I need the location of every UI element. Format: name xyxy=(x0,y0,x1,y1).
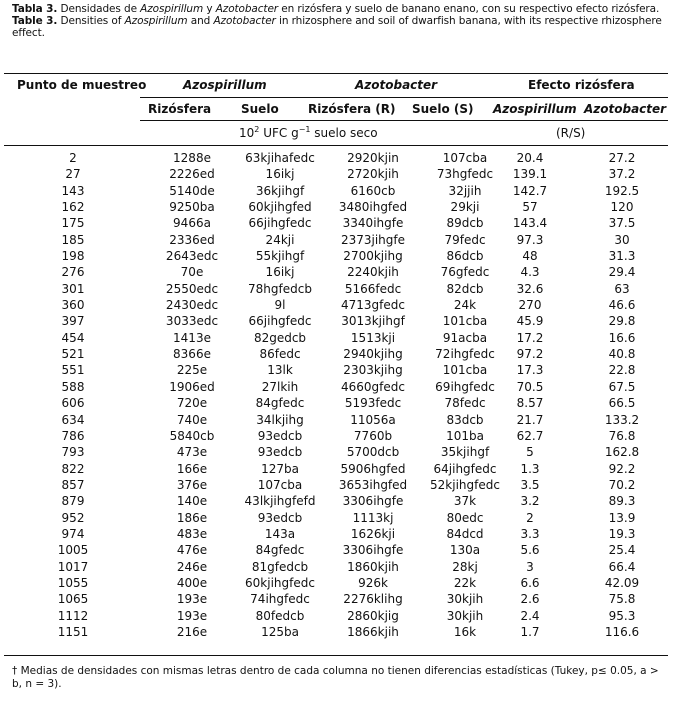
table-row xyxy=(0,183,674,199)
cell-azotobacter-rizosfera: 2720kjih xyxy=(347,167,399,182)
cell-sampling-point: 143 xyxy=(61,183,85,198)
cell-azospirillum-rizosfera: 8366e xyxy=(173,347,211,362)
cell-sampling-point: 551 xyxy=(61,363,85,378)
sub-cmidrule xyxy=(140,120,668,121)
cell-efecto-azotobacter: 40.8 xyxy=(608,347,636,362)
subheader-rizosfera: Rizósfera xyxy=(148,102,212,116)
cell-azotobacter-suelo: 69ihgfedc xyxy=(435,379,495,394)
cell-efecto-azospirillum: 17.3 xyxy=(516,363,544,378)
cell-azospirillum-rizosfera: 1413e xyxy=(173,330,211,345)
cell-azospirillum-rizosfera: 140e xyxy=(176,494,208,509)
cell-azotobacter-suelo: 130a xyxy=(449,543,481,558)
header-sampling-point: Punto de muestreo xyxy=(17,78,147,92)
cell-sampling-point: 1005 xyxy=(57,543,89,558)
cell-azotobacter-rizosfera: 1860kjih xyxy=(347,559,399,574)
cell-azotobacter-rizosfera: 3340ihgfe xyxy=(342,216,404,231)
cell-efecto-azotobacter: 63 xyxy=(614,281,630,296)
cell-azotobacter-suelo: 80edc xyxy=(446,510,484,525)
cell-azospirillum-rizosfera: 2430edc xyxy=(165,298,219,313)
table-row xyxy=(0,444,674,460)
units-label xyxy=(239,126,378,140)
cell-azospirillum-suelo: 16ikj xyxy=(265,167,295,182)
cell-efecto-azospirillum: 5 xyxy=(526,445,534,460)
cell-azospirillum-suelo: 143a xyxy=(264,526,296,541)
caption-text: y xyxy=(203,3,216,15)
cell-azospirillum-suelo: 80fedcb xyxy=(255,608,305,623)
cell-azotobacter-rizosfera: 2240kjih xyxy=(347,265,399,280)
cell-efecto-azospirillum: 4.3 xyxy=(520,265,540,280)
cell-azotobacter-suelo: 86dcb xyxy=(446,249,484,264)
cell-azotobacter-rizosfera: 3306ihgfe xyxy=(342,494,404,509)
cell-azospirillum-rizosfera: 476e xyxy=(176,543,208,558)
table-row xyxy=(0,477,674,493)
table-row xyxy=(0,166,674,182)
cell-sampling-point: 1065 xyxy=(57,592,89,607)
cell-azotobacter-suelo: 30kjih xyxy=(446,592,484,607)
cell-sampling-point: 786 xyxy=(61,428,85,443)
cell-azotobacter-rizosfera: 2920kjin xyxy=(347,151,399,165)
header-bottom-rule xyxy=(4,145,668,146)
caption-text: and xyxy=(187,15,214,28)
cell-sampling-point: 301 xyxy=(61,281,85,296)
cell-efecto-azotobacter: 25.4 xyxy=(608,543,636,558)
cell-azospirillum-suelo: 93edcb xyxy=(257,510,303,525)
cell-efecto-azotobacter: 192.5 xyxy=(604,183,640,198)
cell-efecto-azospirillum: 97.2 xyxy=(516,347,544,362)
table-row xyxy=(0,395,674,411)
cell-azotobacter-suelo: 52kjihgfedc xyxy=(430,477,500,492)
cell-efecto-azospirillum: 1.3 xyxy=(520,461,540,476)
cell-azospirillum-rizosfera: 216e xyxy=(176,624,208,639)
cell-azotobacter-suelo: 78fedc xyxy=(444,396,486,411)
cell-azospirillum-suelo: 93edcb xyxy=(257,445,303,460)
cell-azospirillum-rizosfera: 1906ed xyxy=(169,379,215,394)
subheader-suelo-s: Suelo (S) xyxy=(412,102,474,116)
cell-azospirillum-suelo: 93edcb xyxy=(257,428,303,443)
cell-efecto-azotobacter: 76.8 xyxy=(608,428,636,443)
cell-efecto-azotobacter: 120 xyxy=(610,200,634,215)
cell-azotobacter-suelo: 83dcb xyxy=(446,412,484,427)
table-row xyxy=(0,330,674,346)
cell-efecto-azotobacter: 22.8 xyxy=(608,363,636,378)
cell-azospirillum-suelo: 43lkjihgfefd xyxy=(244,494,316,509)
cell-azospirillum-rizosfera: 2336ed xyxy=(169,232,215,247)
cell-azotobacter-suelo: 101cba xyxy=(442,363,488,378)
cell-azospirillum-rizosfera: 246e xyxy=(176,559,208,574)
footnote: † Medias de densidades con mismas letras dentro de cada columna no tienen diferencias estadísticas (Tukey, p≤ 0.05, a > b, n = 3). xyxy=(12,665,659,690)
cell-sampling-point: 521 xyxy=(61,347,85,362)
cell-azotobacter-rizosfera: 1866kjih xyxy=(347,624,399,639)
ratio-label: (R/S) xyxy=(556,126,586,140)
cell-azotobacter-suelo: 22k xyxy=(453,575,477,590)
cell-sampling-point: 360 xyxy=(61,298,85,313)
cell-azotobacter-suelo: 79fedc xyxy=(444,232,486,247)
cell-azotobacter-rizosfera: 2303kjihg xyxy=(343,363,403,378)
cell-azotobacter-rizosfera: 1513kji xyxy=(350,330,396,345)
cell-azotobacter-suelo: 101ba xyxy=(446,428,484,443)
cell-azospirillum-rizosfera: 400e xyxy=(176,575,208,590)
subheader-rizosfera-r: Rizósfera (R) xyxy=(308,102,396,116)
table-row xyxy=(0,461,674,477)
cell-azotobacter-rizosfera: 3480ihgfed xyxy=(338,200,408,215)
cell-azospirillum-rizosfera: 473e xyxy=(176,445,208,460)
cell-sampling-point: 974 xyxy=(61,526,85,541)
cell-efecto-azospirillum: 143.4 xyxy=(512,216,548,231)
cell-azotobacter-rizosfera: 2276klihg xyxy=(343,592,403,607)
cell-azospirillum-rizosfera: 193e xyxy=(176,608,208,623)
cell-efecto-azotobacter: 37.5 xyxy=(608,216,636,231)
cell-azotobacter-rizosfera: 1113kj xyxy=(352,510,394,525)
cell-azospirillum-rizosfera: 225e xyxy=(176,363,208,378)
cell-azotobacter-suelo: 91acba xyxy=(442,330,488,345)
cell-azospirillum-suelo: 107cba xyxy=(257,477,303,492)
cell-sampling-point: 162 xyxy=(61,200,85,215)
cell-efecto-azotobacter: 70.2 xyxy=(608,477,636,492)
cell-azotobacter-rizosfera: 5193fedc xyxy=(344,396,402,411)
cell-efecto-azospirillum: 2.6 xyxy=(520,592,540,607)
cell-azotobacter-suelo: 89dcb xyxy=(446,216,484,231)
caption-text: en rizósfera y suelo de banano enano, con su respectivo efecto rizósfera. xyxy=(278,3,660,15)
cell-azotobacter-rizosfera: 5906hgfed xyxy=(340,461,406,476)
cell-azospirillum-suelo: 82gedcb xyxy=(253,330,307,345)
cell-efecto-azospirillum: 70.5 xyxy=(516,379,544,394)
cell-azotobacter-suelo: 29kji xyxy=(450,200,480,215)
table-row xyxy=(0,248,674,264)
cell-azotobacter-suelo: 28kj xyxy=(452,559,478,574)
cell-efecto-azotobacter: 16.6 xyxy=(608,330,636,345)
cell-azotobacter-suelo: 107cba xyxy=(442,151,488,165)
cell-azospirillum-suelo: 60kjihgfed xyxy=(248,200,312,215)
cell-azospirillum-rizosfera: 720e xyxy=(176,396,208,411)
cell-efecto-azotobacter: 29.4 xyxy=(608,265,636,280)
cell-azospirillum-rizosfera: 2550edc xyxy=(165,281,219,296)
cell-efecto-azotobacter: 19.3 xyxy=(608,526,636,541)
cell-efecto-azotobacter: 89.3 xyxy=(608,494,636,509)
cell-sampling-point: 822 xyxy=(61,461,85,476)
cell-azospirillum-suelo: 55kjihgf xyxy=(255,249,305,264)
cell-azospirillum-suelo: 27lkih xyxy=(261,379,299,394)
cell-azospirillum-rizosfera: 9466a xyxy=(173,216,211,231)
cell-azospirillum-suelo: 84gfedc xyxy=(255,543,305,558)
cell-azotobacter-rizosfera: 2940kjihg xyxy=(343,347,403,362)
cell-azospirillum-rizosfera: 1288e xyxy=(173,151,211,165)
cell-efecto-azotobacter: 29.8 xyxy=(608,314,636,329)
table-row xyxy=(0,362,674,378)
cell-sampling-point: 879 xyxy=(61,494,85,509)
cell-sampling-point: 857 xyxy=(61,477,85,492)
cell-azotobacter-suelo: 64jihgfedc xyxy=(433,461,497,476)
cell-azospirillum-suelo: 78hgfedcb xyxy=(248,281,312,296)
cell-efecto-azospirillum: 2 xyxy=(526,510,534,525)
cell-azotobacter-rizosfera: 3306ihgfe xyxy=(342,543,404,558)
cell-azotobacter-suelo: 35kjihgf xyxy=(440,445,490,460)
cell-azospirillum-suelo: 125ba xyxy=(261,624,299,639)
caption-text: Densities of xyxy=(57,15,125,28)
cell-efecto-azotobacter: 75.8 xyxy=(608,592,636,607)
cell-efecto-azospirillum: 17.2 xyxy=(516,330,544,345)
cell-azotobacter-rizosfera: 926k xyxy=(358,575,388,590)
cell-sampling-point: 2 xyxy=(69,151,77,165)
cell-azospirillum-suelo: 63kjihafedc xyxy=(245,151,315,165)
cell-efecto-azotobacter: 133.2 xyxy=(604,412,640,427)
cell-azospirillum-suelo: 34lkjihg xyxy=(256,412,304,427)
cell-azotobacter-rizosfera: 1626kji xyxy=(350,526,396,541)
cell-azospirillum-rizosfera: 2226ed xyxy=(169,167,215,182)
cell-efecto-azospirillum: 5.6 xyxy=(520,543,540,558)
cell-azospirillum-suelo: 127ba xyxy=(261,461,299,476)
cell-efecto-azotobacter: 67.5 xyxy=(608,379,636,394)
table-row xyxy=(0,559,674,575)
cell-azotobacter-suelo: 16k xyxy=(453,624,477,639)
cell-azotobacter-rizosfera: 7760b xyxy=(353,428,393,443)
cell-sampling-point: 1151 xyxy=(57,624,89,639)
cell-efecto-azospirillum: 3.3 xyxy=(520,526,540,541)
cell-azotobacter-suelo: 30kjih xyxy=(446,608,484,623)
cell-efecto-azotobacter: 92.2 xyxy=(608,461,636,476)
cell-azospirillum-suelo: 36kjihgf xyxy=(255,183,305,198)
cell-azospirillum-rizosfera: 740e xyxy=(176,412,208,427)
cell-azospirillum-rizosfera: 5840cb xyxy=(169,428,215,443)
cell-efecto-azotobacter: 30 xyxy=(614,232,630,247)
cell-azospirillum-rizosfera: 5140de xyxy=(169,183,215,198)
table-row xyxy=(0,150,674,166)
cell-efecto-azotobacter: 31.3 xyxy=(608,249,636,264)
cell-azospirillum-suelo: 74ihgfedc xyxy=(250,592,310,607)
subheader-suelo: Suelo xyxy=(241,102,279,116)
cell-azotobacter-rizosfera: 2373jihgfe xyxy=(340,232,406,247)
caption-taxon: Azotobacter xyxy=(213,15,276,28)
cell-sampling-point: 276 xyxy=(61,265,85,280)
table-row xyxy=(0,264,674,280)
table-row xyxy=(0,591,674,607)
header-group-azospirillum: Azospirillum xyxy=(183,78,267,92)
cell-efecto-azotobacter: 46.6 xyxy=(608,298,636,313)
units-base: 10 xyxy=(239,126,255,140)
cell-efecto-azospirillum: 57 xyxy=(522,200,538,215)
caption-label-es: Tabla 3. xyxy=(12,3,58,15)
table-row xyxy=(0,510,674,526)
cell-azospirillum-suelo: 66jihgfedc xyxy=(248,216,312,231)
cell-azospirillum-suelo: 9l xyxy=(274,298,286,313)
cell-azotobacter-suelo: 24k xyxy=(453,298,477,313)
cell-efecto-azospirillum: 3.2 xyxy=(520,494,540,509)
cell-azotobacter-rizosfera: 2700kjihg xyxy=(343,249,403,264)
cell-efecto-azospirillum: 48 xyxy=(522,249,538,264)
cell-efecto-azotobacter: 66.4 xyxy=(608,559,636,574)
units-exponent: −1 xyxy=(298,125,311,134)
cell-efecto-azotobacter: 116.6 xyxy=(604,624,640,639)
cell-azotobacter-rizosfera: 2860kjig xyxy=(347,608,399,623)
group-cmidrule xyxy=(140,97,668,98)
cell-azospirillum-suelo: 60kjihgfedc xyxy=(245,575,315,590)
cell-sampling-point: 588 xyxy=(61,379,85,394)
cell-efecto-azospirillum: 139.1 xyxy=(512,167,548,182)
cell-efecto-azospirillum: 45.9 xyxy=(516,314,544,329)
cell-azospirillum-suelo: 16ikj xyxy=(265,265,295,280)
cell-azotobacter-rizosfera: 4660gfedc xyxy=(341,379,405,394)
cell-efecto-azotobacter: 66.5 xyxy=(608,396,636,411)
cell-azotobacter-suelo: 101cba xyxy=(442,314,488,329)
cell-efecto-azospirillum: 8.57 xyxy=(516,396,544,411)
cell-efecto-azospirillum: 32.6 xyxy=(516,281,544,296)
cell-sampling-point: 454 xyxy=(61,330,85,345)
table-row xyxy=(0,526,674,542)
units-exponent: 2 xyxy=(254,125,260,134)
cell-azospirillum-suelo: 86fedc xyxy=(259,347,301,362)
table-caption xyxy=(12,3,666,40)
table-row xyxy=(0,624,674,640)
cell-efecto-azospirillum: 142.7 xyxy=(512,183,548,198)
caption-taxon: Azotobacter xyxy=(215,3,279,15)
cell-azospirillum-rizosfera: 483e xyxy=(176,526,208,541)
cell-azospirillum-rizosfera: 70e xyxy=(180,265,204,280)
cell-azotobacter-rizosfera: 6160cb xyxy=(350,183,396,198)
cell-azotobacter-suelo: 76gfedc xyxy=(440,265,490,280)
cell-sampling-point: 634 xyxy=(61,412,85,427)
cell-azospirillum-rizosfera: 2643edc xyxy=(165,249,219,264)
table-row xyxy=(0,232,674,248)
cell-azotobacter-suelo: 73hgfedc xyxy=(436,167,494,182)
cell-azotobacter-rizosfera: 11056a xyxy=(350,412,396,427)
caption-english xyxy=(12,15,666,39)
caption-taxon: Azospirillum xyxy=(124,15,188,28)
table-body xyxy=(0,150,674,640)
table-row xyxy=(0,346,674,362)
cell-azospirillum-rizosfera: 186e xyxy=(176,510,208,525)
cell-efecto-azospirillum: 62.7 xyxy=(516,428,544,443)
cell-azospirillum-rizosfera: 3033edc xyxy=(165,314,219,329)
caption-text: Densidades de xyxy=(57,3,141,15)
table-row xyxy=(0,297,674,313)
cell-sampling-point: 1055 xyxy=(57,575,89,590)
caption-spanish xyxy=(12,3,666,15)
cell-sampling-point: 175 xyxy=(61,216,85,231)
cell-azotobacter-suelo: 32jjih xyxy=(448,183,482,198)
top-rule xyxy=(4,73,668,74)
cell-efecto-azospirillum: 270 xyxy=(518,298,542,313)
cell-efecto-azospirillum: 3 xyxy=(526,559,534,574)
cell-azotobacter-rizosfera: 3653ihgfed xyxy=(338,477,408,492)
cell-sampling-point: 198 xyxy=(61,249,85,264)
cell-azotobacter-rizosfera: 5166fedc xyxy=(344,281,402,296)
cell-azotobacter-suelo: 82dcb xyxy=(446,281,484,296)
cell-sampling-point: 397 xyxy=(61,314,85,329)
table-row xyxy=(0,281,674,297)
cell-azospirillum-rizosfera: 193e xyxy=(176,592,208,607)
cell-efecto-azotobacter: 13.9 xyxy=(608,510,636,525)
cell-azospirillum-rizosfera: 9250ba xyxy=(169,200,215,215)
cell-azospirillum-suelo: 24kji xyxy=(265,232,295,247)
caption-text: in rhizosphere and soil of dwarfish banana, with its respective rhizosphere effect. xyxy=(12,15,662,40)
cell-azotobacter-suelo: 37k xyxy=(453,494,477,509)
table-row xyxy=(0,313,674,329)
subheader-efecto-azospirillum: Azospirillum xyxy=(493,102,577,116)
cell-sampling-point: 793 xyxy=(61,445,85,460)
cell-azotobacter-rizosfera: 5700dcb xyxy=(346,445,400,460)
cell-efecto-azospirillum: 3.5 xyxy=(520,477,540,492)
caption-label-en: Table 3. xyxy=(12,15,58,28)
cell-azospirillum-rizosfera: 166e xyxy=(176,461,208,476)
bottom-rule xyxy=(4,655,668,656)
cell-efecto-azospirillum: 2.4 xyxy=(520,608,540,623)
units-text: suelo seco xyxy=(310,126,378,140)
table-row xyxy=(0,575,674,591)
cell-efecto-azotobacter: 162.8 xyxy=(604,445,640,460)
cell-sampling-point: 185 xyxy=(61,232,85,247)
cell-efecto-azospirillum: 1.7 xyxy=(520,624,540,639)
cell-azotobacter-suelo: 84dcd xyxy=(446,526,484,541)
table-row xyxy=(0,215,674,231)
cell-azotobacter-rizosfera: 4713gfedc xyxy=(341,298,405,313)
cell-azospirillum-suelo: 84gfedc xyxy=(255,396,305,411)
cell-azospirillum-suelo: 81gfedcb xyxy=(251,559,309,574)
header-group-azotobacter: Azotobacter xyxy=(355,78,438,92)
cell-efecto-azospirillum: 21.7 xyxy=(516,412,544,427)
cell-azospirillum-rizosfera: 376e xyxy=(176,477,208,492)
cell-sampling-point: 1112 xyxy=(57,608,89,623)
table-row xyxy=(0,493,674,509)
caption-taxon: Azospirillum xyxy=(140,3,204,15)
cell-efecto-azospirillum: 6.6 xyxy=(520,575,540,590)
table-row xyxy=(0,412,674,428)
cell-sampling-point: 27 xyxy=(65,167,81,182)
table-row xyxy=(0,199,674,215)
cell-efecto-azotobacter: 37.2 xyxy=(608,167,636,182)
cell-sampling-point: 1017 xyxy=(57,559,89,574)
cell-efecto-azotobacter: 95.3 xyxy=(608,608,636,623)
cell-azospirillum-suelo: 66jihgfedc xyxy=(248,314,312,329)
table-row xyxy=(0,379,674,395)
subheader-efecto-azotobacter: Azotobacter xyxy=(584,102,667,116)
cell-efecto-azotobacter: 27.2 xyxy=(608,151,636,165)
cell-efecto-azospirillum: 20.4 xyxy=(516,151,544,165)
cell-efecto-azotobacter: 42.09 xyxy=(604,575,640,590)
cell-efecto-azospirillum: 97.3 xyxy=(516,232,544,247)
cell-azotobacter-suelo: 72ihgfedc xyxy=(435,347,495,362)
cell-azotobacter-rizosfera: 3013kjihgf xyxy=(341,314,405,329)
table-row xyxy=(0,428,674,444)
units-text: UFC g xyxy=(259,126,299,140)
cell-sampling-point: 952 xyxy=(61,510,85,525)
cell-azospirillum-suelo: 13lk xyxy=(267,363,293,378)
table-row xyxy=(0,608,674,624)
header-group-efecto: Efecto rizósfera xyxy=(528,78,635,92)
cell-sampling-point: 606 xyxy=(61,396,85,411)
table-row xyxy=(0,542,674,558)
